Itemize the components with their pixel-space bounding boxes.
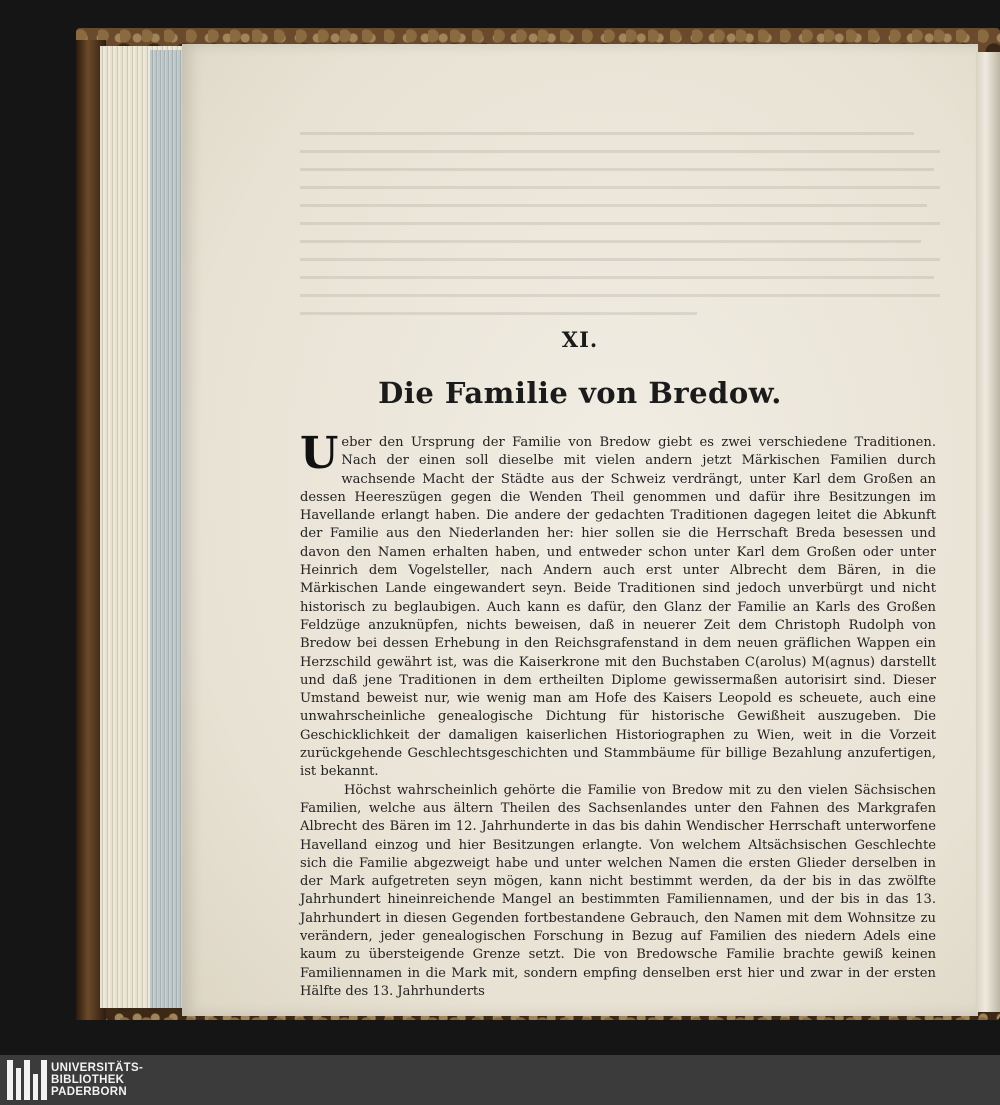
logo-line-2: BIBLIOTHEK [51, 1074, 125, 1086]
logo-line-3: PADERBORN [51, 1086, 127, 1098]
facing-page-edge [976, 52, 1000, 1012]
page-block-tinted-edge [150, 50, 184, 1008]
library-logo-icon [7, 1060, 47, 1100]
show-through-text [300, 132, 940, 342]
chapter-body [300, 428, 936, 1001]
paragraph-2: Höchst wahrscheinlich gehörte die Familie von Bredow mit zu den vielen Sächsischen Familien, welche aus ältern Theilen des Sachsenlandes unter den Fahnen des Markgrafen Albrecht des Bären im 12. Jahrhunderte in das bis dahin Wendischer Herrschaft unterworfene Havelland einzog und hier Besitzungen erlangte. Von welchem Altsächsischen Geschlechte sich die Familie abgezweigt habe und unter welchen Namen die ersten Glieder derselben in der Mark aufgetreten seyn mögen, kann nicht bestimmt werden, da der bis in das zwölfte Jahrhundert hineinreichende Mangel an bestimmten Familiennamen, und der bis in das 13. Jahrhundert in diesen Gegenden fortbestandene Gebrauch, den Namen mit dem Wohnsitze zu verändern, jeder genealogischen Forschung in Bezug auf Familien des niedern Adels eine kaum zu übersteigende Grenze setzt. Die von Bredowsche Familie brachte gewiß keinen Familiennamen in die Mark mit, sondern empfing denselben erst hier und zwar in der ersten Hälfte des 13. Jahrhunderts [300, 782, 936, 999]
paragraph-1 [300, 428, 936, 782]
drop-cap: U [300, 428, 339, 479]
logo-line-1: UNIVERSITÄTS- [51, 1062, 144, 1074]
library-logo-text [51, 1062, 143, 1098]
paragraph-1-text: eber den Ursprung der Familie von Bredow giebt es zwei verschiedene Traditionen. Nach der einen soll dieselbe mit vielen andern jetzt Märkischen Familien durch wachsende Macht der Städte aus der Schweiz verdrängt, unter Karl dem Großen an dessen Heereszügen gegen die Wenden Theil genommen und dafür ihre Besitzungen im Havellande erlangt haben. Die andere der gedachten Traditionen dagegen leitet die Abkunft der Familie aus den Niederlanden her: hier sollen sie die Herrschaft Breda besessen und davon den Namen erhalten haben, und entweder schon unter Karl dem Großen oder unter Heinrich dem Vogelsteller, nach Andern auch erst unter Albrecht dem Bären, in die Märkischen Lande eingewandert seyn. Beide Traditionen sind jedoch unverbürgt und nicht historisch zu beglaubigen. Auch kann es dafür, den Glanz der Familie an Karls des Großen Feldzüge anzuknüpfen, nichts beweisen, daß in neuerer Zeit dem Christoph Rudolph von Bredow bei dessen Erhebung in den Reichsgrafenstand in dem neuen gräflichen Wappen ein Herzschild gewährt ist, was die Kaiserkrone mit den Buchstaben C(arolus) M(agnus) darstellt und daß jene Traditionen in dem ertheilten Diplome gewissermaßen autorisirt sind. Dieser Umstand beweist nur, wie wenig man am Hofe des Kaisers Leopold es scheuete, auch eine unwahrscheinliche genealogische Dichtung für historische Gewißheit auszugeben. Die Geschicklichkeit der damaligen kaiserlichen Historiographen zu Wien, weit in die Vorzeit zurückgehende Geschlechtsgeschichten und Stammbäume für billige Bezahlung anzufertigen, ist bekannt. [300, 435, 936, 780]
chapter-title: Die Familie von Bredow. [378, 376, 782, 410]
chapter-numeral: XI. [561, 327, 599, 352]
library-footer [0, 1055, 1000, 1105]
